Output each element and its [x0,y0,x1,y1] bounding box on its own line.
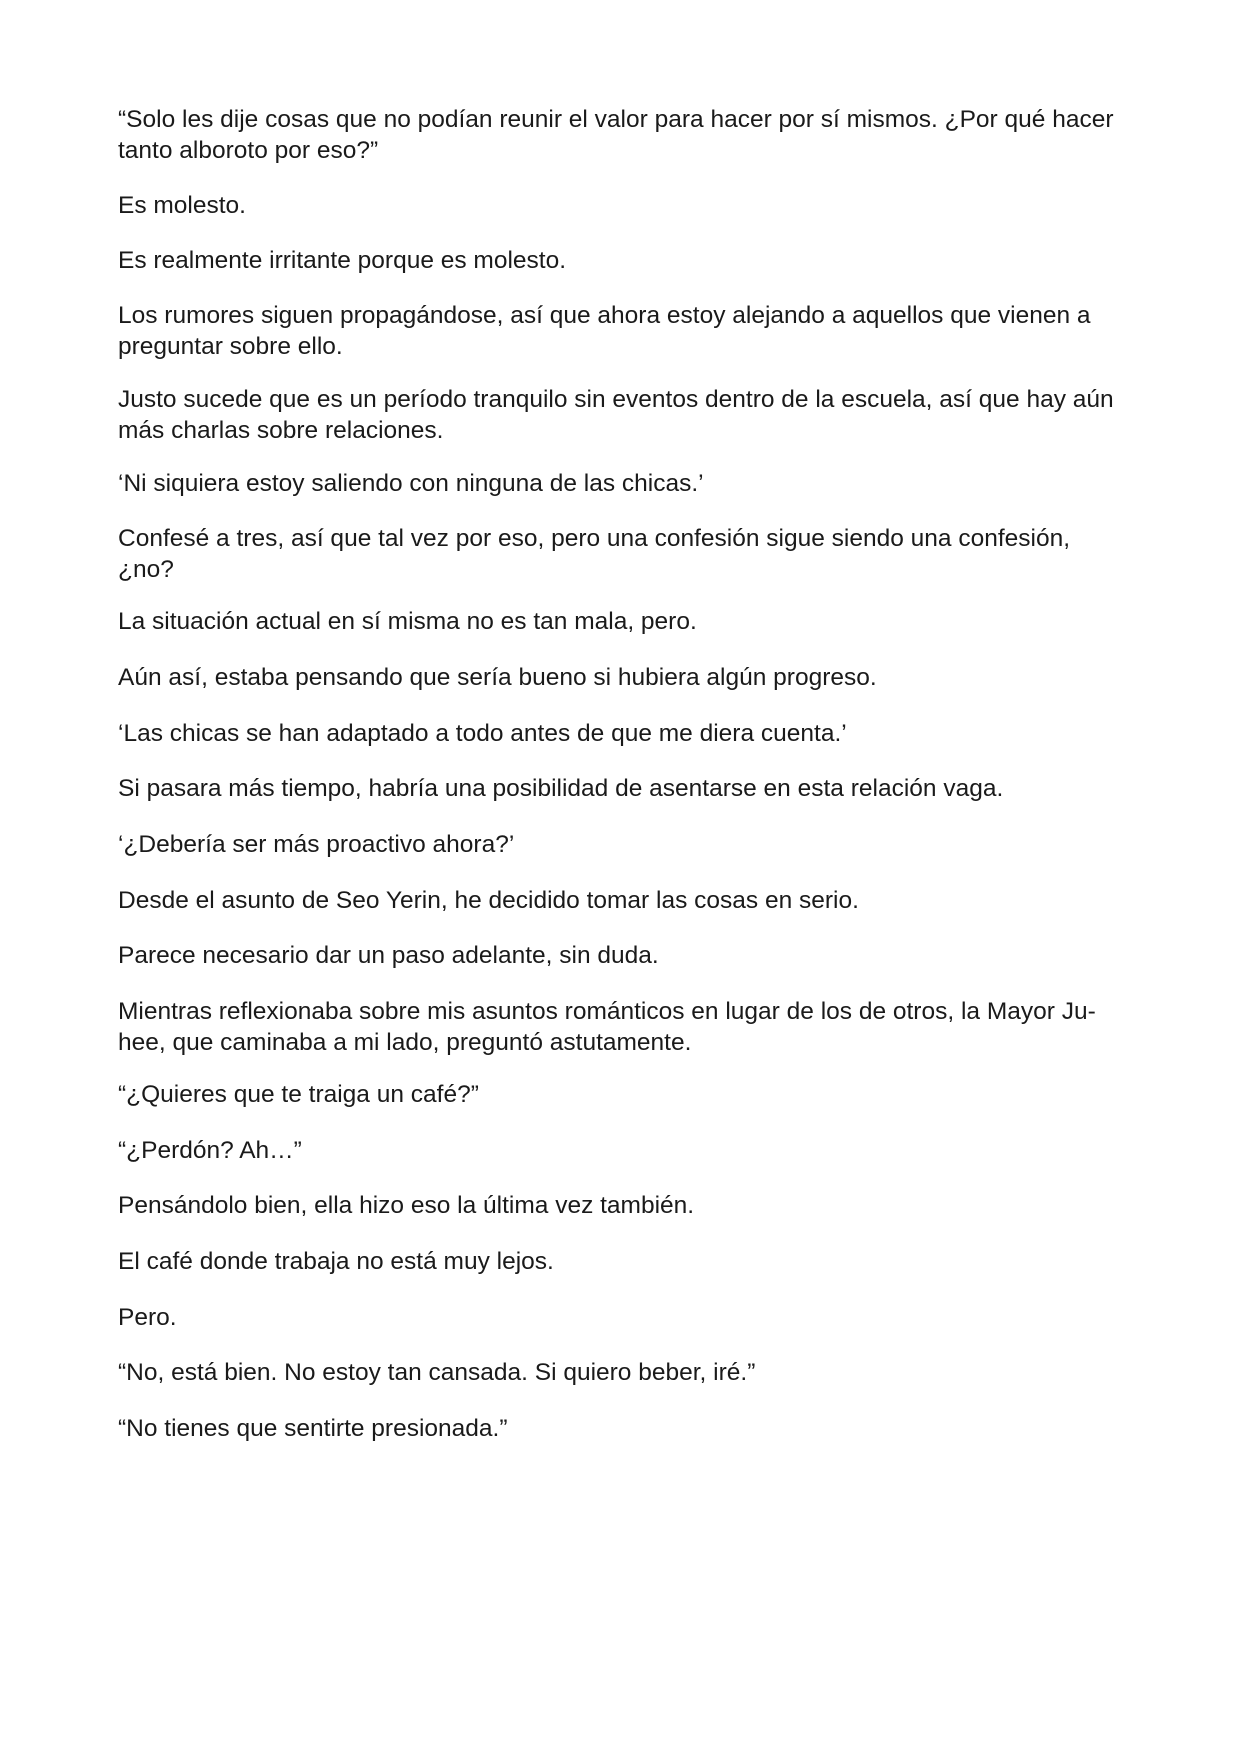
paragraph-11: Si pasara más tiempo, habría una posibilidad de asentarse en esta relación vaga. [118,775,1004,802]
paragraph-19: El café donde trabaja no está muy lejos. [118,1248,554,1275]
paragraph-21: “No, está bien. No estoy tan cansada. Si quiero beber, iré.” [118,1359,756,1386]
paragraph-1: “Solo les dije cosas que no podían reunir el valor para hacer por sí mismos. ¿Por qué hacer tanto alboroto por eso?” [118,106,1114,164]
paragraph-5: Justo sucede que es un período tranquilo sin eventos dentro de la escuela, así que hay aún más charlas sobre relaciones. [118,386,1114,444]
paragraph-16: “¿Quieres que te traiga un café?” [118,1081,479,1108]
paragraph-17: “¿Perdón? Ah…” [118,1137,302,1164]
paragraph-22: “No tienes que sentirte presionada.” [118,1415,508,1442]
paragraph-2: Es molesto. [118,192,246,219]
paragraph-13: Desde el asunto de Seo Yerin, he decidido tomar las cosas en serio. [118,887,859,914]
paragraph-12: ‘¿Debería ser más proactivo ahora?’ [118,831,515,858]
paragraph-15: Mientras reflexionaba sobre mis asuntos románticos en lugar de los de otros, la Mayor Ju-hee, que caminaba a mi lado, preguntó astutamente. [118,998,1096,1056]
paragraph-3: Es realmente irritante porque es molesto. [118,247,567,274]
paragraph-14: Parece necesario dar un paso adelante, sin duda. [118,942,659,969]
document-page [118,0,1128,1754]
paragraph-9: Aún así, estaba pensando que sería bueno si hubiera algún progreso. [118,664,877,691]
paragraph-7: Confesé a tres, así que tal vez por eso, pero una confesión sigue siendo una confesión, ¿no? [118,525,1071,583]
paragraph-6: ‘Ni siquiera estoy saliendo con ninguna de las chicas.’ [118,470,704,497]
paragraph-20: Pero. [118,1304,177,1331]
paragraph-18: Pensándolo bien, ella hizo eso la última vez también. [118,1192,695,1219]
paragraph-8: La situación actual en sí misma no es tan mala, pero. [118,608,697,635]
paragraph-10: ‘Las chicas se han adaptado a todo antes de que me diera cuenta.’ [118,720,847,747]
paragraph-4: Los rumores siguen propagándose, así que ahora estoy alejando a aquellos que vienen a preguntar sobre ello. [118,302,1091,360]
